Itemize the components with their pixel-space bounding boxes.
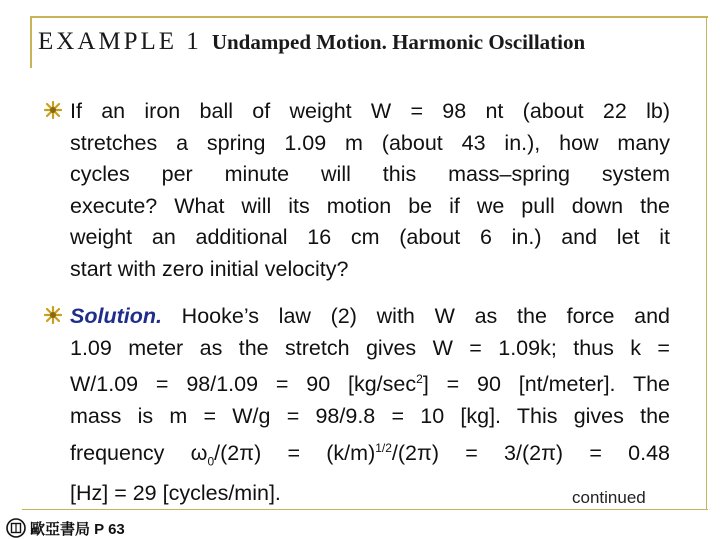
problem-line: start with zero initial velocity? (70, 256, 349, 281)
footer-rule (22, 509, 708, 510)
solution-line (70, 364, 670, 401)
slide-title (38, 28, 585, 56)
solution-paragraph (70, 301, 670, 509)
subscript: 0 (207, 453, 215, 468)
solution-text: W/1.09 = 98/1.09 = 90 [kg/sec (70, 372, 417, 397)
solution-text: /(2π) = 3/(2π) = 0.48 (391, 440, 670, 465)
star-bullet-icon (44, 101, 62, 119)
solution-text: ] = 90 [nt/meter]. The (422, 372, 671, 397)
solution-line (70, 433, 670, 478)
solution-line (70, 301, 670, 333)
solution-line: [Hz] = 29 [cycles/min]. (70, 480, 281, 505)
footer-publisher-page: 歐亞書局 P 63 (30, 521, 125, 538)
title-main-text: Undamped Motion. Harmonic Oscillation (211, 30, 586, 54)
star-bullet-icon (44, 306, 62, 324)
problem-line: cycles per minute will this mass–spring system (70, 162, 670, 187)
solution-text: frequency ω (70, 440, 208, 465)
problem-paragraph (70, 96, 670, 286)
solution-text: Hooke’s law (2) with W as the force and (181, 304, 670, 328)
continued-label: continued (572, 488, 646, 507)
problem-line: If an iron ball of weight W = 98 nt (about 22 lb) (70, 99, 670, 123)
solution-line: mass is m = W/g = 98/9.8 = 10 [kg]. This gives the (70, 403, 670, 428)
solution-text: /(2π) = (k/m) (214, 440, 376, 465)
superscript: 1/2 (375, 440, 392, 455)
problem-line: weight an additional 16 cm (about 6 in.) and let it (70, 225, 670, 250)
solution-line: 1.09 meter as the stretch gives W = 1.09k; thus k = (70, 335, 670, 360)
solution-label: Solution. (70, 304, 162, 328)
problem-line: stretches a spring 1.09 m (about 43 in.), how many (70, 130, 670, 155)
superscript: 2 (416, 372, 423, 387)
publisher-logo-icon (6, 518, 26, 538)
problem-line: execute? What will its motion be if we pull down the (70, 193, 670, 218)
frame-right-rule (706, 18, 707, 510)
title-example-label: EXAMPLE 1 (38, 28, 202, 55)
